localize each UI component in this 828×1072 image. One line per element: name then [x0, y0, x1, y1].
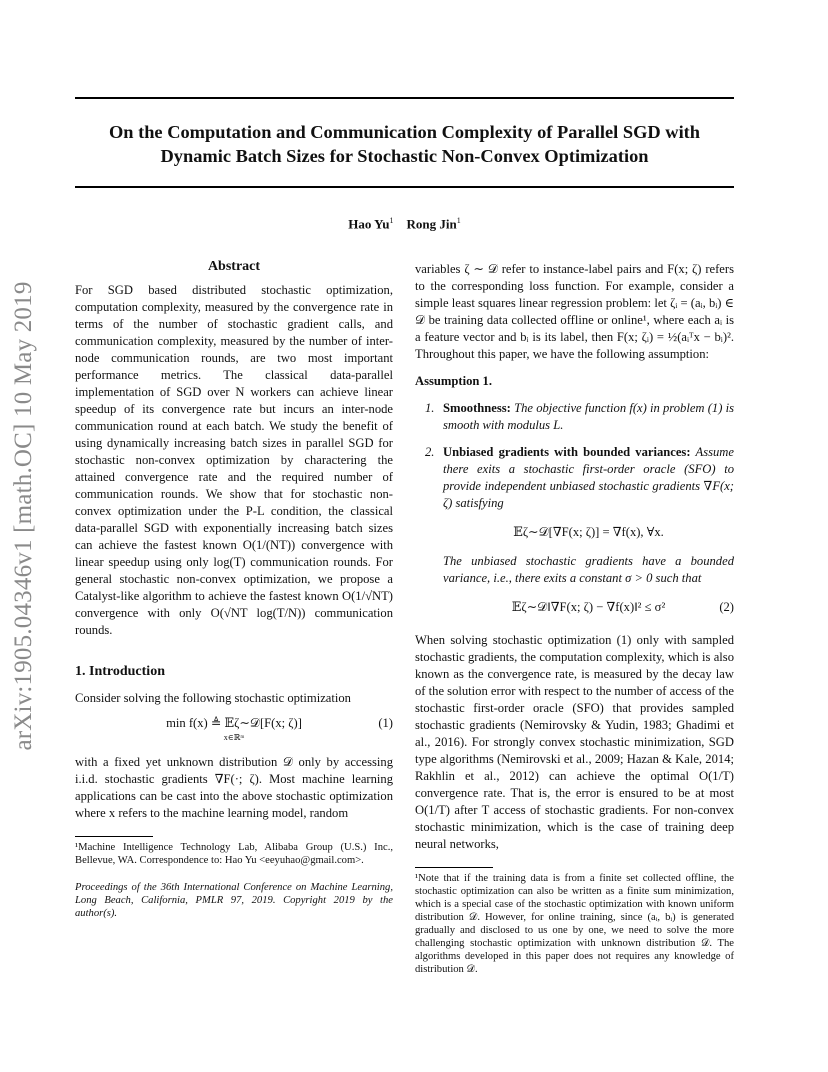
arxiv-side-stamp [4, 256, 44, 776]
title-line-1: On the Computation and Communication Complexity of Parallel SGD with [108, 122, 701, 142]
assumption-item-smoothness [425, 400, 734, 434]
assumption-item-text: Assume there exits a stochastic first-order oracle (SFO) to provide independent unbiased stochastic gradients ∇F(x; ζ) satisfying [443, 445, 734, 510]
assumption-item-number: 2. [425, 445, 435, 459]
right-column [415, 261, 734, 976]
author-name: Rong Jin [406, 216, 457, 232]
arxiv-identifier: arXiv:1905.04346v1 [math.OC] 10 May 2019 [10, 281, 37, 751]
equation-2-number: (2) [719, 600, 734, 614]
abstract-text: For SGD based distributed stochastic optimization, computation complexity, measured by the convergence rate in terms of the number of stochastic gradient calls, and communication complexity, measured by the number of inter-node communication rounds, are two most important performance metrics. The classical data-parallel implementation of SGD over N workers can achieve linear speedup of its convergence rate but incurs an inter-node communication round at each batch. We study the benefit of using dynamically increasing batch sizes in parallel SGD for stochastic non-convex optimization by charactering the attained convergence rate and the required number of communication rounds. We show that for stochastic non-convex optimization under the P-L condition, the classical data-parallel SGD with exponentially increasing batch sizes can achieve the fastest known O(1/(NT)) convergence with linear speedup using only log(T) communication rounds. For general stochastic non-convex optimization, we propose a Catalyst-like algorithm to achieve the fastest known O(1/√NT) convergence with only O(√NT log(T/N)) communication rounds. [75, 283, 393, 637]
assumption-item-unbiased-gradients [425, 444, 734, 616]
author-affiliation-mark: 1 [389, 216, 394, 225]
equation-1-subscript: x∈ℝᵐ [223, 733, 245, 742]
equation-1-body: min f(x) ≜ 𝔼ζ∼𝒟[F(x; ζ)] [166, 716, 302, 730]
footnote-rule [75, 836, 153, 837]
assumption-item-text: The objective function f(x) in problem (1) is smooth with modulus L. [443, 401, 734, 432]
author-name: Hao Yu [348, 216, 390, 232]
equation-unbiased: 𝔼ζ∼𝒟[∇F(x; ζ)] = ∇f(x), ∀x. [513, 525, 664, 539]
left-column [75, 258, 393, 920]
title-top-rule [75, 97, 734, 99]
equation-2-body: 𝔼ζ∼𝒟‖∇F(x; ζ) − ∇f(x)‖² ≤ σ² [511, 600, 666, 614]
author-affiliation-mark: 1 [456, 216, 461, 225]
assumption-heading: Assumption 1. [415, 374, 492, 388]
assumption-item-title: Smoothness: [443, 401, 511, 415]
equation-1 [75, 715, 393, 746]
intro-paragraph-2: with a fixed yet unknown distribution 𝒟 only by accessing i.i.d. stochastic gradients ∇F(·; ζ). Most machine learning applications can be cast into the above stochastic optimization where x refers to the machine learning model, random [75, 755, 393, 820]
equation-1-number: (1) [378, 716, 393, 730]
author-list [75, 216, 734, 232]
proceedings-note: Proceedings of the 36th International Conference on Machine Learning, Long Beach, California, PMLR 97, 2019. Copyright 2019 by the author(s). [75, 882, 393, 919]
footnote-rule [415, 867, 493, 868]
title-bottom-rule [75, 186, 734, 188]
abstract-heading: Abstract [207, 259, 261, 274]
assumption-item-number: 1. [425, 401, 435, 415]
section-heading-introduction: 1. Introduction [75, 664, 165, 679]
intro-paragraph-1: Consider solving the following stochastic optimization [75, 691, 351, 705]
assumption-item-continuation: The unbiased stochastic gradients have a bounded variance, i.e., there exits a constant σ > 0 such that [443, 554, 734, 585]
data-footnote: ¹Note that if the training data is from a finite set collected offline, the stochastic optimization can also be written as a finite sum minimization, which is a special case of the stochastic optimization with known uniform distribution 𝒟. However, for online training, since (aᵢ, bᵢ) is generated gradually and disclosed to us one by one, we need to solve the more challenging stochastic optimization with unknown distribution 𝒟. The algorithms developed in this paper does not requires any knowledge of distribution 𝒟. [415, 873, 734, 975]
equation-2 [443, 599, 734, 616]
assumption-item-title: Unbiased gradients with bounded variances: [443, 445, 691, 459]
right-paragraph-1: variables ζ ∼ 𝒟 refer to instance-label pairs and F(x; ζ) refers to the corresponding loss function. For example, consider a simple least squares linear regression problem: let ζᵢ = (aᵢ, bᵢ) ∈ 𝒟 be training data collected offline or online¹, where each aᵢ is a feature vector and bᵢ is its label, then F(x; ζᵢ) = ½(aᵢᵀx − bᵢ)². Throughout this paper, we have the following assumption: [415, 262, 734, 361]
title-line-2: Dynamic Batch Sizes for Stochastic Non-Convex Optimization [160, 146, 649, 166]
affiliation-footnote: ¹Machine Intelligence Technology Lab, Alibaba Group (U.S.) Inc., Bellevue, WA. Correspondence to: Hao Yu <eeyuhao@gmail.com>. [75, 842, 393, 866]
paper-title [75, 120, 734, 168]
right-paragraph-2: When solving stochastic optimization (1) only with sampled stochastic gradients, the computation complexity, which is also known as the convergence rate, is measured by the decay law of the solution error with respect to the number of access of the stochastic first-order oracle (SFO) that provides sampled stochastic gradients (Nemirovsky & Yudin, 1983; Ghadimi et al., 2016). For strongly convex stochastic minimization, SGD type algorithms (Nemirovski et al., 2009; Hazan & Kale, 2014; Rakhlin et al., 2012) can achieve the optimal O(1/T) convergence rate. That is, the error is ensured to be at most O(1/T) after T access of stochastic gradients. For non-convex stochastic minimization, which is the case of training deep neural networks, [415, 633, 734, 851]
